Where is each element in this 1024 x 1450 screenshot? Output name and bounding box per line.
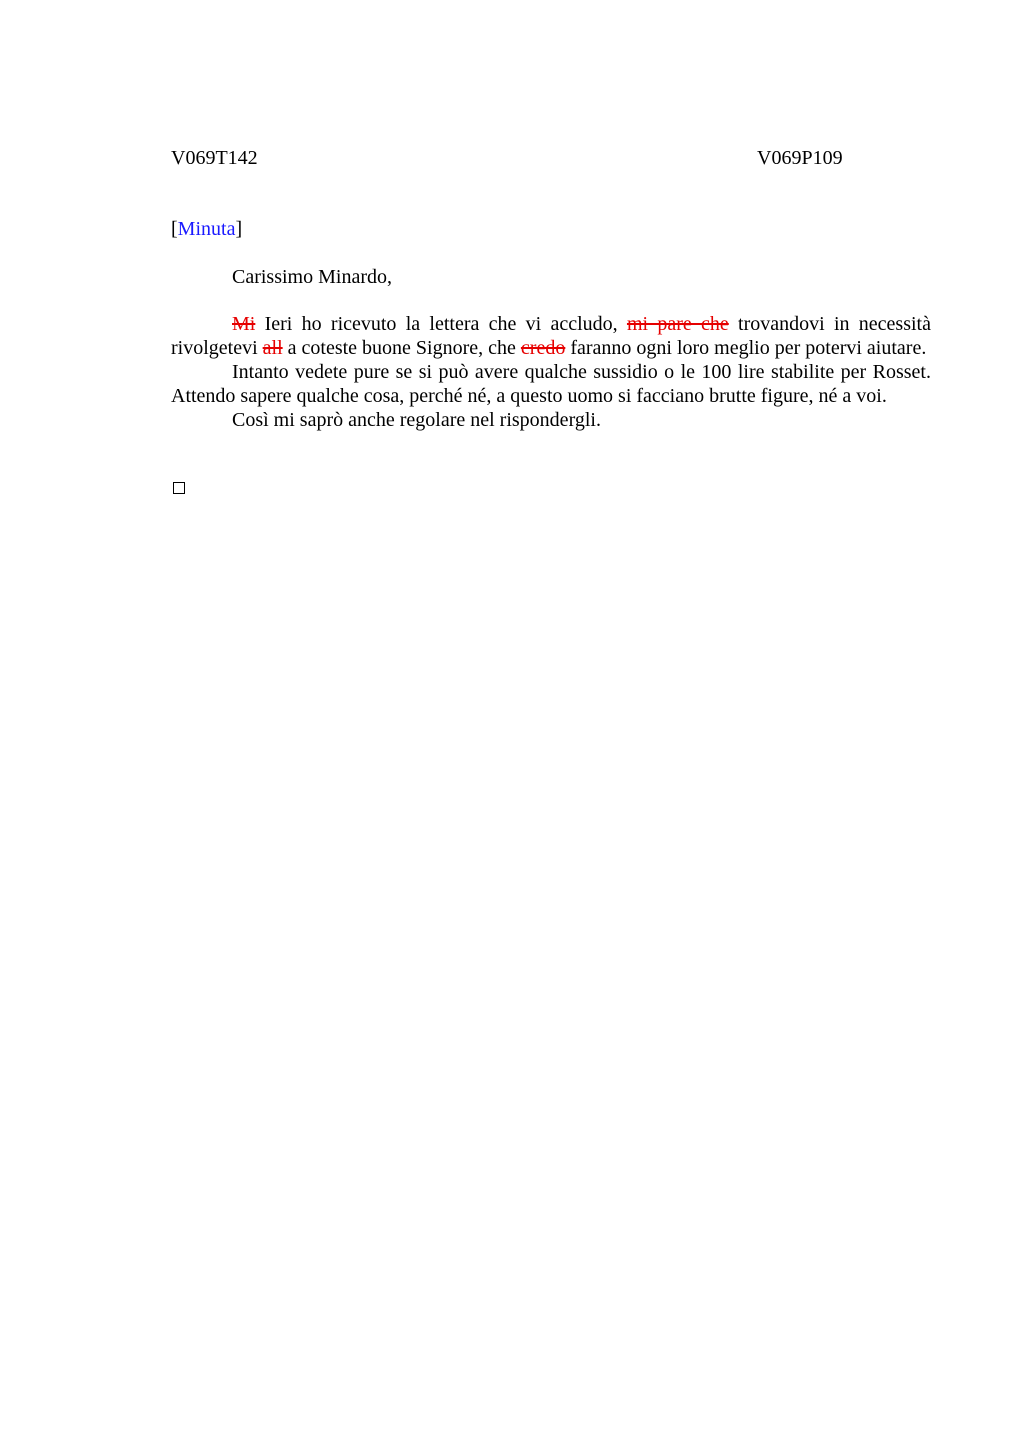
minuta-close-bracket: ] — [235, 218, 243, 240]
deleted-text: Mi — [232, 313, 256, 335]
empty-square-icon — [173, 482, 185, 494]
document-code-left: V069T142 — [171, 147, 258, 169]
minuta-open-bracket: [ — [171, 218, 178, 240]
paragraph-3: Così mi saprò anche regolare nel rispondergli. — [232, 409, 601, 431]
deleted-text: all — [262, 337, 283, 359]
document-code-right: V069P109 — [757, 147, 843, 169]
minuta-label — [171, 217, 242, 241]
paragraph-text: a coteste buone Signore, che — [282, 337, 521, 359]
letter-body — [171, 312, 931, 432]
paragraph-2: Intanto vedete pure se si può avere qualche sussidio o le 100 lire stabilite per Rosset. Attendo sapere qualche cosa, perché né, a questo uomo si facciano brutte figure, né a voi. — [171, 361, 931, 407]
paragraph-text: trovandovi in necessità rivolgetevi — [171, 313, 931, 359]
paragraph-text: faranno ogni loro meglio per potervi aiutare. — [565, 337, 927, 359]
deleted-text: mi pare che — [626, 313, 729, 335]
deleted-text: credo — [520, 337, 566, 359]
minuta-word: Minuta — [177, 218, 236, 240]
paragraph-text: Ieri ho ricevuto la lettera che vi accludo, — [255, 313, 627, 335]
paragraph-1 — [171, 312, 931, 360]
letter-salutation: Carissimo Minardo, — [232, 266, 392, 288]
